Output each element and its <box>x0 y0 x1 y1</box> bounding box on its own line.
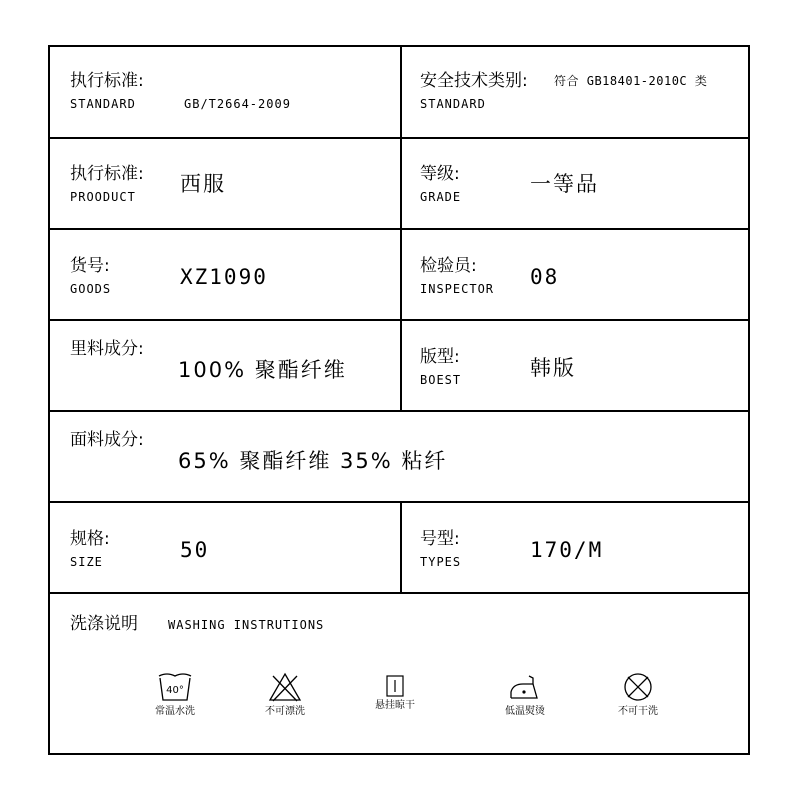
care-item-iron <box>475 672 575 718</box>
iron-caption: 低温熨烫 <box>505 706 545 717</box>
low-iron-icon <box>507 672 543 702</box>
washing-label-zh: 洗涤说明 <box>70 614 138 634</box>
bleach-caption: 不可漂洗 <box>265 706 305 717</box>
size-label-zh: 规格: <box>70 529 110 549</box>
cell-inspector <box>400 230 748 321</box>
cell-style <box>400 321 748 412</box>
row-size <box>50 501 748 594</box>
style-label-en: BOEST <box>420 373 462 387</box>
wash-caption: 常温水洗 <box>155 706 195 717</box>
cell-size <box>50 503 400 594</box>
row-fabric <box>50 410 748 503</box>
inspector-label-zh: 检验员: <box>420 256 477 276</box>
inspector-label-en: INSPECTOR <box>420 282 495 296</box>
dry-caption: 悬挂晾干 <box>375 700 415 711</box>
fabric-label-zh: 面料成分: <box>70 430 144 450</box>
grade-value: 一等品 <box>530 172 599 196</box>
product-label-en: PROODUCT <box>70 190 136 204</box>
style-value: 韩版 <box>530 356 576 380</box>
dryclean-caption: 不可干洗 <box>618 706 658 717</box>
standard-label-zh: 执行标准: <box>70 71 144 91</box>
type-value: 170/M <box>530 538 604 562</box>
size-value: 50 <box>180 538 210 562</box>
product-value: 西服 <box>180 172 226 196</box>
line-dry-icon <box>377 672 413 702</box>
row-goods <box>50 228 748 321</box>
cell-product <box>50 139 400 230</box>
lining-label-zh: 里料成分: <box>70 339 144 359</box>
cell-lining <box>50 321 400 412</box>
cell-standard <box>50 47 400 139</box>
safety-value: 符合 GB18401-2010C 类 <box>554 74 708 88</box>
safety-label-zh: 安全技术类别: <box>420 71 528 91</box>
wash-temp: 40° <box>166 685 184 696</box>
lining-value: 100% 聚酯纤维 <box>178 358 347 382</box>
type-label-zh: 号型: <box>420 529 460 549</box>
cell-fabric <box>50 412 748 503</box>
product-label-zh: 执行标准: <box>70 164 144 184</box>
goods-value: XZ1090 <box>180 265 268 289</box>
standard-value: GB/T2664-2009 <box>184 97 291 111</box>
garment-label <box>48 45 750 755</box>
care-item-wash <box>125 672 225 718</box>
grade-label-zh: 等级: <box>420 164 460 184</box>
style-label-zh: 版型: <box>420 347 460 367</box>
care-item-bleach <box>235 672 335 718</box>
inspector-value: 08 <box>530 265 560 289</box>
goods-label-zh: 货号: <box>70 256 110 276</box>
row-standard <box>50 47 748 139</box>
cell-type <box>400 503 748 594</box>
fabric-value: 65% 聚酯纤维 35% 粘纤 <box>178 449 448 473</box>
no-bleach-icon <box>267 672 303 702</box>
care-item-dryclean <box>588 672 688 718</box>
goods-label-en: GOODS <box>70 282 112 296</box>
washing-label-en: WASHING INSTRUTIONS <box>168 618 325 632</box>
cell-goods <box>50 230 400 321</box>
standard-label-en: STANDARD <box>70 97 136 111</box>
care-item-dry <box>345 672 445 712</box>
cell-safety <box>400 47 748 139</box>
row-washing <box>50 592 748 753</box>
size-label-en: SIZE <box>70 555 103 569</box>
type-label-en: TYPES <box>420 555 462 569</box>
grade-label-en: GRADE <box>420 190 462 204</box>
cell-grade <box>400 139 748 230</box>
no-dry-clean-icon <box>620 672 656 702</box>
wash-tub-icon <box>157 672 193 702</box>
row-lining <box>50 319 748 412</box>
safety-label-en: STANDARD <box>420 97 486 111</box>
row-product <box>50 137 748 230</box>
